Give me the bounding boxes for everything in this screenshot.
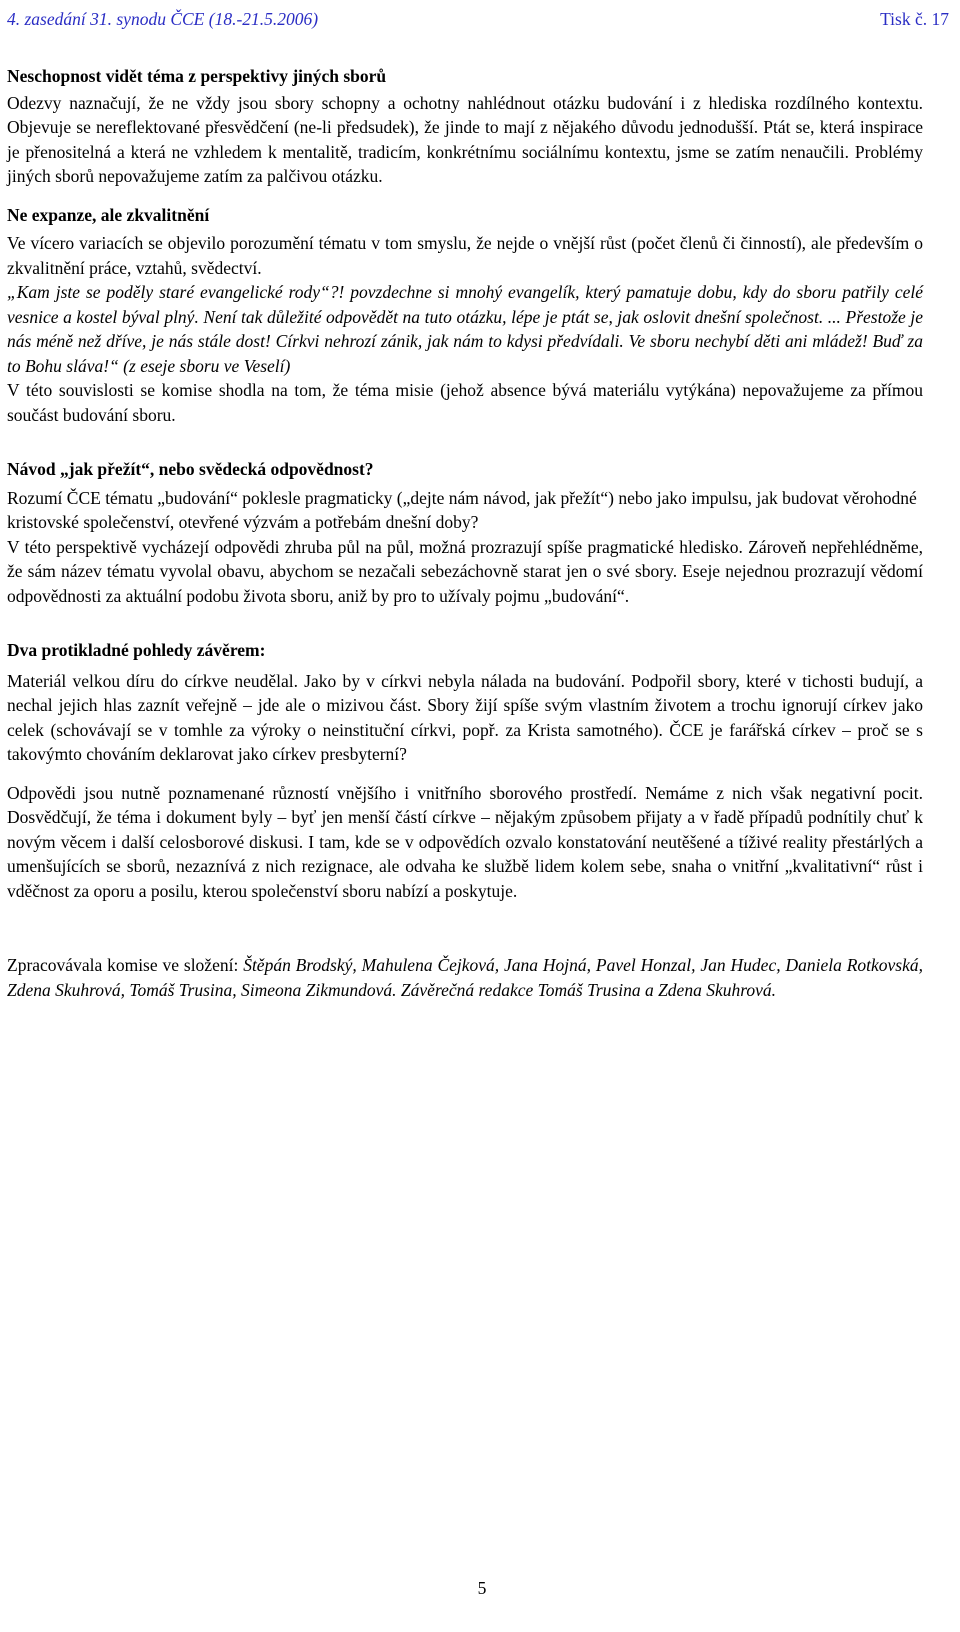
committee-credits	[7, 953, 923, 1002]
credits-label: Zpracovávala komise ve složení:	[7, 955, 244, 975]
header-session-info: 4. zasedání 31. synodu ČCE (18.-21.5.2006)	[7, 9, 319, 29]
credits-names: Štěpán Brodský, Mahulena Čejková, Jana Hojná, Pavel Honzal, Jan Hudec, Daniela Rotkovská, Zdena Skuhrová, Tomáš Trusina, Simeona Zikmundová. Závěrečná redakce Tomáš Trusina a Zdena Skuhrová.	[7, 955, 923, 1000]
paragraph-text: Rozumí ČCE tématu „budování“ poklesle pragmaticky („dejte nám návod, jak přežít“) nebo jako impulsu, jak budovat věrohodné kristovské společenství, otevřené výzvám a potřebám dnešní doby?	[7, 487, 917, 532]
quote-paragraph	[7, 280, 923, 378]
paragraph-text: Odezvy naznačují, že ne vždy jsou sbory schopny a ochotny nahlédnout otázku budování i z hlediska rozdílného kontextu. Objevuje se nereflektované přesvědčení (ne-li předsudek), že jinde to mají z nějakého důvodu jednodušší. Ptát se, která inspirace je přenositelná a která ne vzhledem k mentalitě, tradicím, konkrétnímu sociálnímu kontextu, jsme se zatím nenaučili. Problémy jiných sborů nepovažujeme zatím za palčivou otázku.	[7, 92, 923, 186]
paragraph-text: Odpovědi jsou nutně poznamenané růzností vnějšího i vnitřního sborového prostředí. Nemáme z nich však negativní pocit. Dosvědčují, že téma i dokument byly – byť jen menší částí církve – nějakým způsobem přijaty a v řadě případů podnítily chuť k novým věcem i další celosborové diskusi. I tam, kde se v odpovědích ozvalo konstatování neutěšené a tíživé reality přestárlých a umenšujících se sborů, nezaznívá z nich rezignace, ale odvaha ke službě lidem kolem sebe, snaha o vnitřní „kvalitativní“ růst i vděčnost za oporu a posilu, kterou společenství sboru nabízí a poskytuje.	[7, 782, 923, 901]
paragraph-text: V této souvislosti se komise shodla na tom, že téma misie (jehož absence bývá materiálu vytýkána) nepovažujeme za přímou součást budování sboru.	[7, 380, 923, 425]
paragraph	[7, 669, 923, 767]
paragraph	[7, 231, 923, 280]
section-heading: Ne expanze, ale zkvalitnění	[7, 204, 210, 225]
section-heading: Dva protikladné pohledy závěrem:	[7, 640, 266, 660]
paragraph-text: Materiál velkou díru do církve neudělal. Jako by v církvi nebyla nálada na budování. Podpořil sbory, které v tichosti budují, a nechal jejich hlas zaznít veřejně – jde ale o mizivou část. Sbory žijí spíše svým vlastním životem a trochu ignorují církev jako celek (schovávají se v tomhle za výroky o neinstituční církvi, popř. za Krista samotného). ČCE je farářská církev – proč se s takovýmto chováním deklarovat jako církev presbyterní?	[7, 670, 923, 764]
paragraph	[7, 378, 923, 427]
paragraph	[7, 486, 923, 535]
document-body	[7, 64, 923, 1002]
page-number	[0, 1578, 960, 1599]
section-heading: Neschopnost vidět téma z perspektivy jiných sborů	[7, 66, 387, 86]
paragraph-text: V této perspektivě vycházejí odpovědi zhruba půl na půl, možná prozrazují spíše pragmatické hledisko. Zároveň nepřehlédněme, že sám název tématu vyvolal obavu, abychom se nezačali sebezáchovně starat jen o své sbory. Eseje nejednou prozrazují vědomí odpovědnosti za aktuální podobu života sboru, aniž by pro to užívaly pojmu „budování“.	[7, 536, 923, 606]
paragraph-text: Ve vícero variacích se objevilo porozumění tématu v tom smyslu, že nejde o vnější růst (počet členů či činností), ale především o zkvalitnění práce, vztahů, svědectví.	[7, 233, 923, 278]
header-print-number: Tisk č. 17	[880, 9, 949, 29]
paragraph	[7, 535, 923, 609]
quote-text: „Kam jste se poděly staré evangelické rody“?! povzdechne si mnohý evangelík, který pamatuje dobu, kdy do sboru patřily celé vesnice a kostel býval plný. Není tak důležité odpovědět na tuto otázku, lépe je ptát se, jak oslovit dnešní společnost. ... Přestože je nás méně než dříve, je nás stále dost! Církvi nehrozí zánik, jak nám to kdysi předvídali. Ve sboru nechybí děti ani mládež! Buď za to Bohu sláva!“ (z eseje sboru ve Veselí)	[7, 282, 923, 376]
running-header	[7, 8, 949, 30]
section-heading: Návod „jak přežít“, nebo svědecká odpovědnost?	[7, 459, 374, 479]
paragraph	[7, 91, 923, 189]
page-number-text: 5	[477, 1578, 487, 1598]
paragraph	[7, 781, 923, 904]
